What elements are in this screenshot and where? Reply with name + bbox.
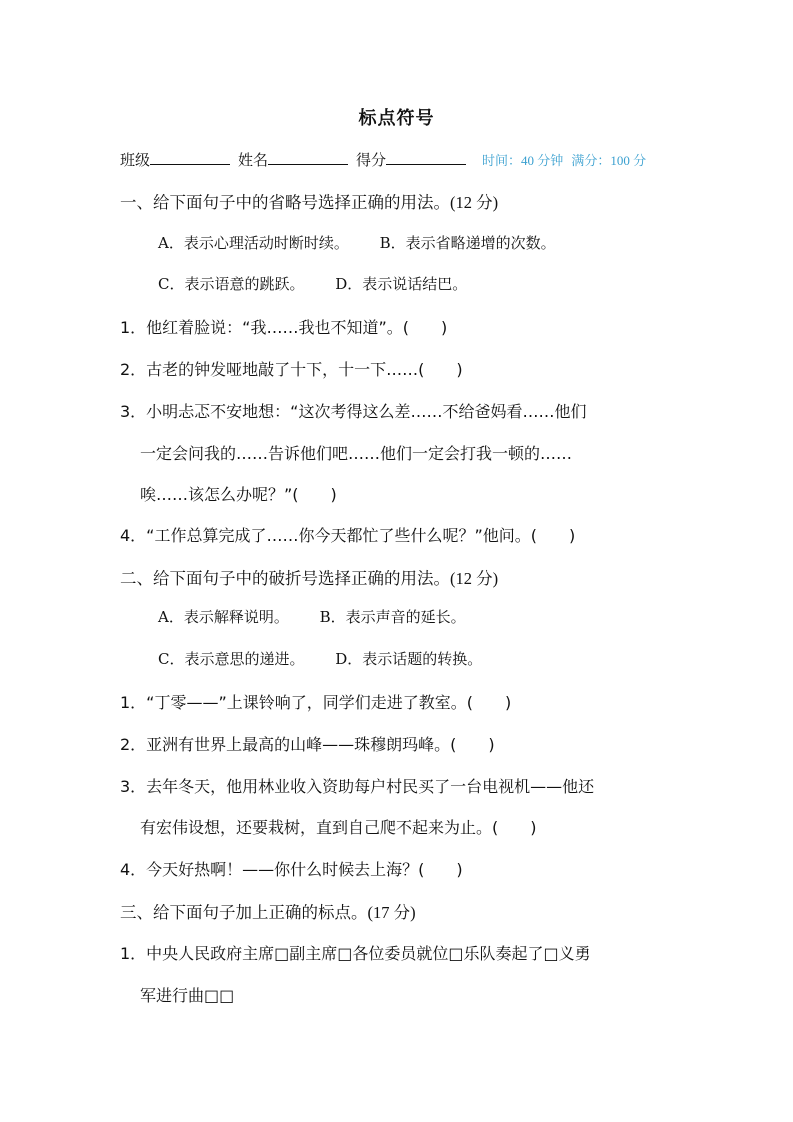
option-a: A．表示心理活动时断时续。 xyxy=(158,234,349,252)
question-2-1: 1．“丁零——”上课铃响了，同学们走进了教室。( ) xyxy=(120,693,512,712)
page-title: 标点符号 xyxy=(358,108,435,129)
question-2-4: 4．今天好热啊！——你什么时候去上海？( ) xyxy=(120,860,463,879)
name-field[interactable] xyxy=(268,150,348,165)
name-label: 姓名 xyxy=(238,151,269,169)
question-1-3-line-1: 3．小明忐忑不安地想：“这次考得这么差……不给爸妈看……他们 xyxy=(120,402,587,421)
section-2-options-row-1 xyxy=(158,606,492,627)
section-3-heading xyxy=(120,899,416,923)
section-2-title: 二、给下面句子中的破折号选择正确的用法。 xyxy=(120,569,450,588)
option-d: D．表示说话结巴。 xyxy=(335,275,468,293)
option-b: B．表示省略递增的次数。 xyxy=(379,234,556,252)
section-2-options-row-2 xyxy=(158,648,508,669)
section-3-title: 三、给下面句子加上正确的标点。 xyxy=(120,903,368,922)
question-2-2: 2．亚洲有世界上最高的山峰——珠穆朗玛峰。( ) xyxy=(120,735,495,754)
section-2-heading xyxy=(120,565,498,589)
score-field[interactable] xyxy=(386,150,466,165)
question-1-3-line-2: 一定会问我的……告诉他们吧……他们一定会打我一顿的…… xyxy=(140,444,573,463)
class-label: 班级 xyxy=(120,151,151,169)
question-3-1-line-1: 1．中央人民政府主席□副主席□各位委员就位□乐队奏起了□义勇 xyxy=(120,944,591,963)
option-d: D．表示话题的转换。 xyxy=(335,650,483,668)
section-1-title: 一、给下面句子中的省略号选择正确的用法。 xyxy=(120,193,450,212)
full-score: 满分：100 分 xyxy=(571,153,647,168)
question-1-3-line-3: 唉……该怎么办呢？”( ) xyxy=(140,485,337,504)
option-b: B．表示声音的延长。 xyxy=(319,608,466,626)
option-c: C．表示意思的递进。 xyxy=(158,650,305,668)
question-2-3-line-2: 有宏伟设想，还要栽树，直到自己爬不起来为止。( ) xyxy=(140,818,537,837)
question-1-1: 1．他红着脸说：“我……我也不知道”。( ) xyxy=(120,318,448,337)
score-label: 得分 xyxy=(356,151,387,169)
section-2-points: (12 分) xyxy=(450,569,499,588)
student-info-row xyxy=(120,149,680,170)
question-2-3-line-1: 3．去年冬天，他用林业收入资助每户村民买了一台电视机——他还 xyxy=(120,777,595,796)
time-limit: 时间：40 分钟 xyxy=(482,153,564,168)
question-1-2: 2．古老的钟发哑地敲了十下，十一下……( ) xyxy=(120,360,463,379)
question-3-1-line-2: 军进行曲□□ xyxy=(140,986,235,1005)
section-1-points: (12 分) xyxy=(450,193,499,212)
section-1-options-row-2 xyxy=(158,273,493,294)
option-c: C．表示语意的跳跃。 xyxy=(158,275,305,293)
section-1-options-row-1 xyxy=(158,232,582,253)
class-field[interactable] xyxy=(150,150,230,165)
option-a: A．表示解释说明。 xyxy=(158,608,289,626)
section-1-heading xyxy=(120,189,498,213)
question-1-4: 4．“工作总算完成了……你今天都忙了些什么呢？”他问。( ) xyxy=(120,526,576,545)
section-3-points: (17 分) xyxy=(367,903,416,922)
